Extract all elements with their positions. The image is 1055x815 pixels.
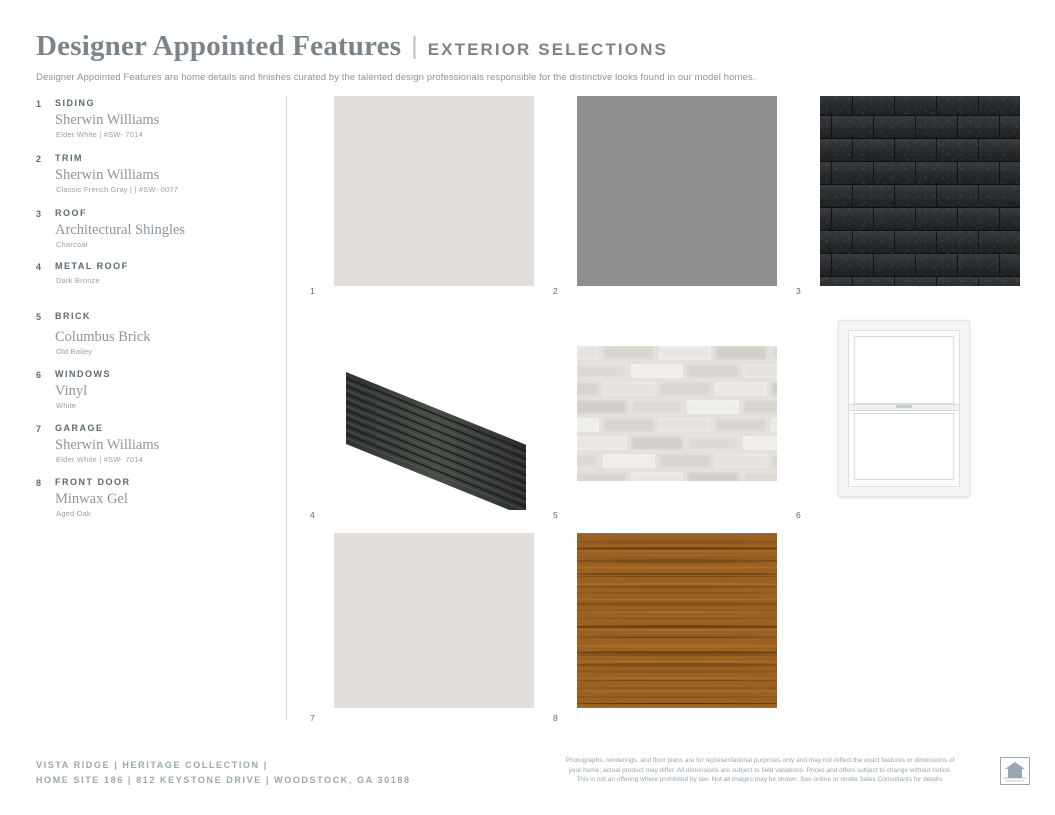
- brick-course: [577, 382, 777, 400]
- brick-unit: [659, 454, 711, 468]
- item-description: Elder White | #SW- 7014: [56, 455, 143, 464]
- brick-unit: [577, 472, 627, 481]
- list-item: [36, 98, 276, 139]
- list-item: [36, 369, 276, 410]
- brick-unit: [577, 418, 599, 432]
- wood-grain-streak: [577, 670, 777, 673]
- item-number: 5: [36, 312, 42, 322]
- list-item: [36, 477, 276, 518]
- wood-grain-streak: [577, 585, 777, 588]
- window-lower-sash: [854, 413, 954, 480]
- brick-course: [577, 400, 777, 418]
- front-door-stain-swatch: [577, 533, 777, 708]
- item-description: Old Bailey: [56, 347, 93, 356]
- brick-unit: [577, 400, 627, 414]
- brick-unit: [743, 400, 777, 414]
- roof-shingle-swatch: [820, 96, 1020, 286]
- swatch-caption: 3: [796, 286, 801, 296]
- brick-unit: [743, 436, 777, 450]
- wood-grain-streak: [577, 689, 777, 692]
- equal-housing-opportunity-icon: [1000, 757, 1030, 785]
- brick-unit: [771, 346, 777, 360]
- brick-unit: [631, 436, 683, 450]
- vinyl-window-swatch: [838, 320, 970, 497]
- item-name: Vinyl: [55, 383, 88, 399]
- disclaimer-line-2: your home; actual product may differ. All dimensions are subject to field variations. Prices and offers subject to change without notice.: [568, 766, 952, 774]
- wood-grain-streak: [577, 550, 777, 552]
- wood-grain-streak: [577, 557, 777, 558]
- wood-grain-streak: [577, 533, 777, 534]
- item-name: Columbus Brick: [55, 329, 151, 345]
- eho-label: EQUAL HOUSING OPPORTUNITY: [1003, 777, 1027, 783]
- brick-unit: [743, 472, 777, 481]
- swatch-caption: 7: [310, 713, 315, 723]
- brick-unit: [603, 382, 655, 396]
- list-item: [36, 423, 276, 464]
- shingle-texture: [820, 96, 1020, 286]
- item-description: Dark Bronze: [56, 276, 100, 285]
- brick-unit: [687, 436, 739, 450]
- page-description: Designer Appointed Features are home details and finishes curated by the talented design professionals responsible for the distinctive looks found in our model homes.: [36, 72, 756, 83]
- brick-unit: [771, 418, 777, 432]
- brick-unit: [659, 382, 711, 396]
- brick-unit: [631, 400, 683, 414]
- brick-unit: [603, 454, 655, 468]
- item-number: 7: [36, 424, 42, 434]
- selections-list: [36, 98, 276, 524]
- item-description: Aged Oak: [56, 509, 91, 518]
- wood-grain-streak: [577, 559, 777, 563]
- item-number: 8: [36, 478, 42, 488]
- brick-unit: [687, 400, 739, 414]
- item-category: FRONT DOOR: [55, 477, 131, 487]
- wood-grain-streak: [577, 592, 777, 594]
- list-item: [36, 153, 276, 194]
- wood-grain-streak: [577, 618, 777, 619]
- wood-grain-streak: [577, 637, 777, 638]
- wood-grain-streak: [577, 540, 777, 544]
- item-category: SIDING: [55, 98, 96, 108]
- wood-grain-streak: [577, 696, 777, 698]
- swatch-cell-1: [310, 96, 545, 296]
- metal-roof-illustration: [334, 320, 544, 510]
- disclaimer-line-1: Photographs, renderings, and floor plans are for representational purposes only and may not reflect the exact features or dimensions of: [565, 757, 955, 764]
- brick-course: [577, 454, 777, 472]
- brick-course: [577, 436, 777, 454]
- wood-grain-streak: [577, 576, 777, 577]
- item-name: Minwax Gel: [55, 491, 128, 507]
- swatch-cell-6: [796, 320, 1031, 520]
- brick-unit: [715, 454, 767, 468]
- wood-grain-streak: [577, 680, 777, 681]
- swatch-cell-7: [310, 533, 545, 723]
- item-description: Charcoal: [56, 240, 88, 249]
- wood-grain-streak: [577, 703, 777, 704]
- brick-unit: [771, 382, 777, 396]
- brick-unit: [771, 454, 777, 468]
- swatch-cell-4: [310, 320, 545, 520]
- title-divider: |: [411, 32, 418, 60]
- brick-unit: [743, 364, 777, 378]
- list-item: [36, 208, 276, 249]
- item-number: 3: [36, 209, 42, 219]
- siding-color-swatch: [334, 96, 534, 286]
- swatch-cell-5: [553, 320, 788, 520]
- window-frame-inner: [848, 330, 960, 487]
- list-item: [36, 261, 276, 285]
- item-description: Elder White | #SW- 7014: [56, 130, 143, 139]
- brick-unit: [659, 346, 711, 360]
- swatch-caption: 4: [310, 510, 315, 520]
- footer-line-1: VISTA RIDGE | HERITAGE COLLECTION |: [36, 760, 268, 770]
- title-row: [36, 30, 1016, 63]
- brick-unit: [631, 472, 683, 481]
- vertical-divider: [286, 96, 287, 720]
- brick-course: [577, 418, 777, 436]
- trim-color-swatch: [577, 96, 777, 286]
- swatch-caption: 5: [553, 510, 558, 520]
- page-subtitle-heading: EXTERIOR SELECTIONS: [427, 40, 668, 59]
- wood-grain-streak: [577, 706, 777, 708]
- brick-unit: [687, 364, 739, 378]
- item-name: Architectural Shingles: [55, 222, 186, 238]
- swatch-cell-2: [553, 96, 788, 296]
- page-header: [36, 30, 1016, 83]
- wood-grain-streak: [577, 654, 777, 656]
- brick-unit: [659, 418, 711, 432]
- item-name: Sherwin Williams: [55, 167, 160, 183]
- brick-course: [577, 472, 777, 481]
- wood-grain-streak: [577, 663, 777, 667]
- brick-unit: [631, 364, 683, 378]
- page-title: Designer Appointed Features: [36, 30, 402, 62]
- swatch-caption: 2: [553, 286, 558, 296]
- item-description: White: [56, 401, 77, 410]
- metal-roof-panel-swatch: [334, 320, 544, 510]
- item-number: 4: [36, 262, 42, 272]
- brick-unit: [715, 346, 767, 360]
- garage-color-swatch: [334, 533, 534, 708]
- wood-grain-streak: [577, 611, 777, 613]
- swatch-caption: 6: [796, 510, 801, 520]
- brick-unit: [603, 346, 655, 360]
- wood-grain-streak: [577, 602, 777, 606]
- wood-grain-streak: [577, 661, 777, 662]
- wood-grain-streak: [577, 599, 777, 600]
- footer-community-info: [36, 758, 411, 788]
- item-category: WINDOWS: [55, 369, 111, 379]
- footer-disclaimer: [520, 756, 1000, 785]
- brick-unit: [603, 418, 655, 432]
- wood-grain-streak: [577, 628, 777, 631]
- wood-grain-streak: [577, 566, 777, 569]
- brick-course: [577, 346, 777, 364]
- brick-course: [577, 364, 777, 382]
- swatch-cell-8: [553, 533, 788, 723]
- window-upper-sash: [854, 336, 954, 404]
- item-category: BRICK: [55, 311, 91, 321]
- wood-grain-streak: [577, 644, 777, 648]
- item-description: Classic French Gray | | #SW- 0077: [56, 185, 179, 194]
- item-number: 1: [36, 99, 42, 109]
- item-category: ROOF: [55, 208, 87, 218]
- swatch-caption: 8: [553, 713, 558, 723]
- swatch-caption: 1: [310, 286, 315, 296]
- list-item: [36, 311, 276, 356]
- swatch-cell-3: [796, 96, 1031, 296]
- brick-unit: [687, 472, 739, 481]
- brick-swatch: [577, 346, 777, 481]
- item-number: 2: [36, 154, 42, 164]
- footer-line-2: HOME SITE 186 | 812 KEYSTONE DRIVE | WOODSTOCK, GA 30188: [36, 775, 411, 785]
- item-category: GARAGE: [55, 423, 104, 433]
- brick-unit: [577, 382, 599, 396]
- brick-unit: [577, 454, 599, 468]
- brick-unit: [715, 382, 767, 396]
- brick-unit: [577, 364, 627, 378]
- eho-roof-shape: [1005, 762, 1025, 769]
- item-category: METAL ROOF: [55, 261, 129, 271]
- brick-unit: [577, 346, 599, 360]
- brick-unit: [715, 418, 767, 432]
- item-name: Sherwin Williams: [55, 437, 160, 453]
- item-name: Sherwin Williams: [55, 112, 160, 128]
- brick-unit: [577, 436, 627, 450]
- item-number: 6: [36, 370, 42, 380]
- item-category: TRIM: [55, 153, 83, 163]
- disclaimer-line-3: This is not an offering where prohibited by law. Not all images may be shown. See online or onsite Sales Consultants for details.: [576, 776, 944, 783]
- window-lock-icon: [896, 405, 912, 408]
